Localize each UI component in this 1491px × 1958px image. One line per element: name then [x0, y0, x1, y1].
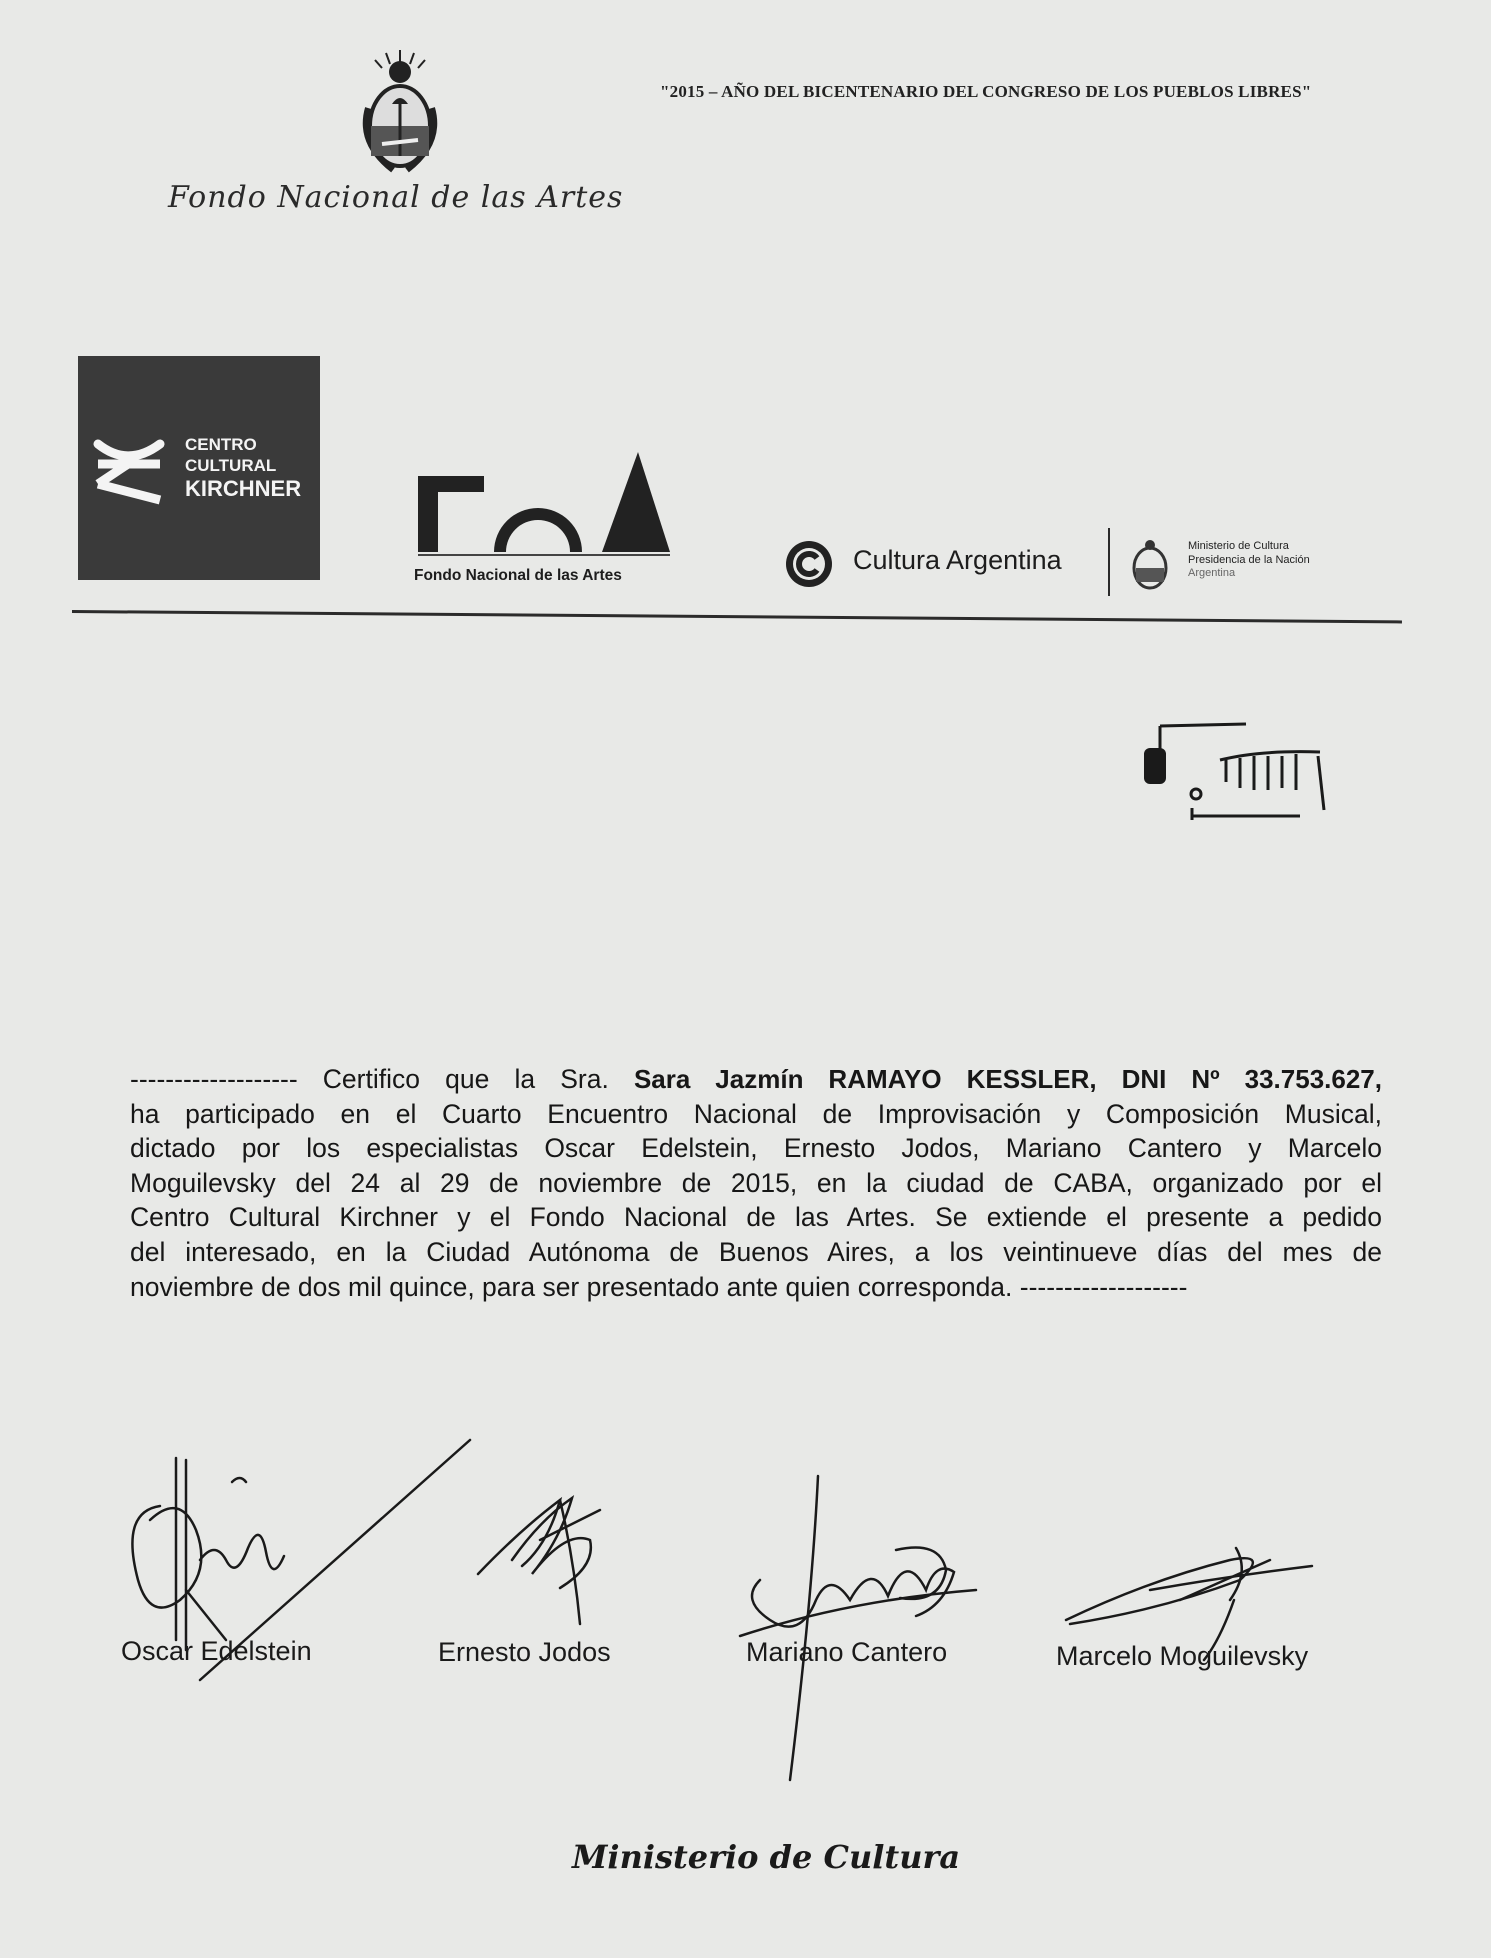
ministry-line-1: Ministerio de Cultura [1188, 540, 1289, 552]
institution-script-title: Fondo Nacional de las Artes [168, 180, 624, 215]
cck-wordmark [185, 434, 301, 502]
handwritten-stamp-icon [1130, 712, 1330, 842]
cck-line-1: CENTRO [185, 435, 257, 454]
cck-line-2: CULTURAL [185, 456, 277, 475]
ministry-wordmark [1188, 540, 1310, 581]
signature-mariano-cantero-icon [740, 1476, 976, 1780]
cert-line-1 [130, 1062, 1382, 1097]
certificate-paragraph [130, 1062, 1382, 1304]
footer-ministry: Ministerio de Cultura [572, 1838, 961, 1876]
cultura-argentina-label: Cultura Argentina [853, 545, 1062, 575]
cert-line-3: dictado por los especialistas Oscar Edelstein, Ernesto Jodos, Mariano Cantero y Marcelo [130, 1133, 1382, 1164]
year-motto: "2015 – AÑO DEL BICENTENARIO DEL CONGRESO DE LOS PUEBLOS LIBRES" [660, 82, 1312, 101]
cultura-argentina-icon [785, 540, 833, 588]
cert-line-7: noviembre de dos mil quince, para ser presentado ante quien corresponda. ------------------- [130, 1271, 1188, 1302]
fna-caption: Fondo Nacional de las Artes [414, 567, 622, 584]
signature-ernesto-jodos-icon [478, 1498, 600, 1624]
signer-name-3: Mariano Cantero [746, 1637, 948, 1667]
ministry-line-3: Argentina [1188, 567, 1236, 579]
ministry-line-2: Presidencia de la Nación [1188, 553, 1310, 566]
fna-logo-shapes [414, 448, 670, 558]
header-divider [72, 610, 1402, 623]
cck-k-icon [92, 428, 166, 508]
ministry-seal-icon [1130, 538, 1170, 590]
cert-line-2: ha participado en el Cuarto Encuentro Nacional de Improvisación y Composición Musical, [130, 1098, 1382, 1129]
signer-name-1: Oscar Edelstein [121, 1636, 312, 1666]
recipient-name: Sara Jazmín RAMAYO KESSLER, DNI Nº 33.753.627, [633, 1064, 1382, 1094]
signature-marcelo-moguilevsky-icon [1066, 1548, 1312, 1660]
cert-line-5: Centro Cultural Kirchner y el Fondo Nacional de las Artes. Se extiende el presente a pedido [130, 1202, 1382, 1233]
argentina-coat-of-arms-icon [348, 48, 452, 178]
signer-name-4: Marcelo Moguilevsky [1056, 1641, 1309, 1671]
signer-name-2: Ernesto Jodos [438, 1637, 611, 1667]
cck-logo [78, 356, 320, 580]
cck-line-3: KIRCHNER [185, 476, 302, 501]
logo-separator [1108, 528, 1110, 596]
cert-lead: ------------------- Certifico que la Sra. [130, 1064, 634, 1094]
cert-line-6: del interesado, en la Ciudad Autónoma de Buenos Aires, a los veintinueve días del mes de [130, 1236, 1382, 1267]
cert-line-4: Moguilevsky del 24 al 29 de noviembre de 2015, en la ciudad de CABA, organizado por el [130, 1167, 1382, 1198]
signature-oscar-edelstein-icon [132, 1440, 470, 1680]
